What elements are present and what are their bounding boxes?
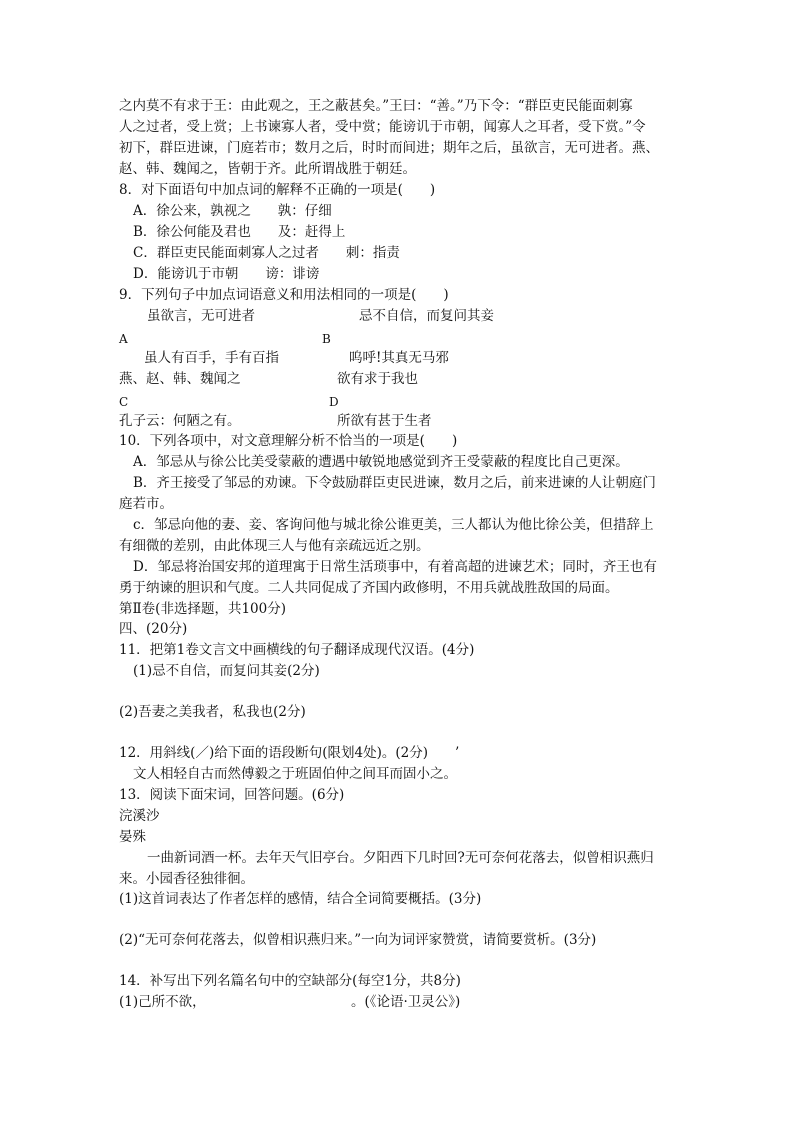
q13-sub1: (1)这首词表达了作者怎样的感情，结合全词简要概括。(3分)	[119, 891, 482, 907]
q11-sub2: (2)吾妻之美我者，私我也(2分)	[119, 704, 306, 720]
q9-d1: 孔子云：何陋之有。	[119, 413, 241, 429]
q9-c2: 欲有求于我也	[337, 371, 418, 387]
q8-option-a: A．徐公来，孰视之 孰：仔细	[133, 203, 332, 219]
passage-line-2: 人之过者，受上赏；上书谏寡人者，受中赏；能谤讥于市朝，闻寡人之耳者，受下赏。”令	[119, 119, 646, 135]
q9-d2: 所欲有甚于生者	[337, 413, 432, 429]
q9-label-d: D	[329, 395, 339, 409]
q10-option-d-line2: 勇于纳谏的胆识和气度。二人共同促成了齐国内政修明，不用兵就战胜敌国的局面。	[119, 580, 619, 596]
part2-title: 第Ⅱ卷(非选择题，共100分)	[119, 601, 286, 617]
q13-stem: 13．阅读下面宋词，回答问题。(6分)	[119, 787, 345, 803]
poem-line-2: 来。小园香径独徘徊。	[119, 871, 254, 887]
poem-title: 浣溪沙	[119, 808, 160, 824]
q14-sub1-suffix: 。(《论语·卫灵公》)	[351, 994, 461, 1010]
q14-stem: 14．补写出下列名篇名句中的空缺部分(每空1分，共8分)	[119, 973, 461, 989]
q10-option-d-line1: D．邹忌将治国安邦的道理寓于日常生活琐事中，有着高超的进谏艺术；同时，齐王也有	[133, 559, 657, 575]
q14-sub1-prefix: (1)己所不欲，	[119, 994, 206, 1010]
q11-sub1: (1)忌不自信，而复问其妾(2分)	[133, 663, 320, 679]
poem-line-1: 一曲新词酒一杯。去年天气旧亭台。夕阳西下几时回?无可奈何花落去，似曾相识燕归	[147, 850, 654, 866]
q9-b2: 呜呼!其真无马邪	[349, 350, 449, 366]
q8-option-c: C．群臣吏民能面刺寡人之过者 刺：指责	[133, 245, 400, 261]
q9-a2: 忌不自信，而复问其妾	[359, 308, 494, 324]
q9-label-c: C	[119, 395, 129, 409]
q11-stem: 11．把第1卷文言文中画横线的句子翻译成现代汉语。(4分)	[119, 642, 475, 658]
section4-heading: 四、(20分)	[119, 621, 188, 637]
q10-option-c-line2: 有细微的差别，由此体现三人与他有亲疏远近之别。	[119, 538, 430, 554]
q12-text: 文人相轻自古而然傅毅之于班固伯仲之间耳而固小之。	[133, 766, 457, 782]
q10-stem: 10．下列各项中，对文意理解分析不恰当的一项是( )	[119, 433, 458, 449]
q10-option-c-line1: c．邹忌向他的妻、妾、客询问他与城北徐公谁更美，三人都认为他比徐公美，但措辞上	[133, 517, 654, 533]
poem-author: 晏殊	[119, 829, 146, 845]
q9-c1: 燕、赵、韩、魏闻之	[119, 371, 241, 387]
q8-option-b: B．徐公何能及君也 及：赶得上	[133, 224, 346, 240]
q8-option-d: D．能谤讥于市朝 谤：诽谤	[133, 266, 320, 282]
passage-line-3: 初下，群臣进谏，门庭若市；数月之后，时时而间进；期年之后，虽欲言，无可进者。燕、	[119, 140, 659, 156]
q12-stem: 12．用斜线(／)给下面的语段断句(限划4处)。(2分) ’	[119, 745, 460, 761]
passage-line-4: 赵、韩、魏闻之，皆朝于齐。此所谓战胜于朝廷。	[119, 161, 416, 177]
q10-option-b-line1: B．齐王接受了邹忌的劝谏。下令鼓励群臣吏民进谏，数月之后，前来进谏的人让朝庭门	[133, 475, 656, 491]
q13-sub2: (2)“无可奈何花落去，似曾相识燕归来。”一向为词评家赞赏，请简要赏析。(3分)	[119, 932, 597, 948]
q9-label-b: B	[322, 332, 331, 346]
q8-stem: 8．对下面语句中加点词的解释不正确的一项是( )	[119, 182, 436, 198]
q9-label-a: A	[119, 332, 128, 346]
q10-option-b-line2: 庭若市。	[119, 496, 173, 512]
passage-line-1: 之内莫不有求于王：由此观之，王之蔽甚矣。”王曰：“善。”乃下令：“群臣吏民能面刺寡	[119, 98, 633, 114]
q9-b1: 虽人有百手，手有百指	[144, 350, 279, 366]
q10-option-a: A．邹忌从与徐公比美受蒙蔽的遭遇中敏锐地感觉到齐王受蒙蔽的程度比自己更深。	[133, 454, 629, 470]
q9-a1: 虽欲言，无可进者	[147, 308, 255, 324]
q9-stem: 9．下列句子中加点词语意义和用法相同的一项是( )	[119, 287, 449, 303]
